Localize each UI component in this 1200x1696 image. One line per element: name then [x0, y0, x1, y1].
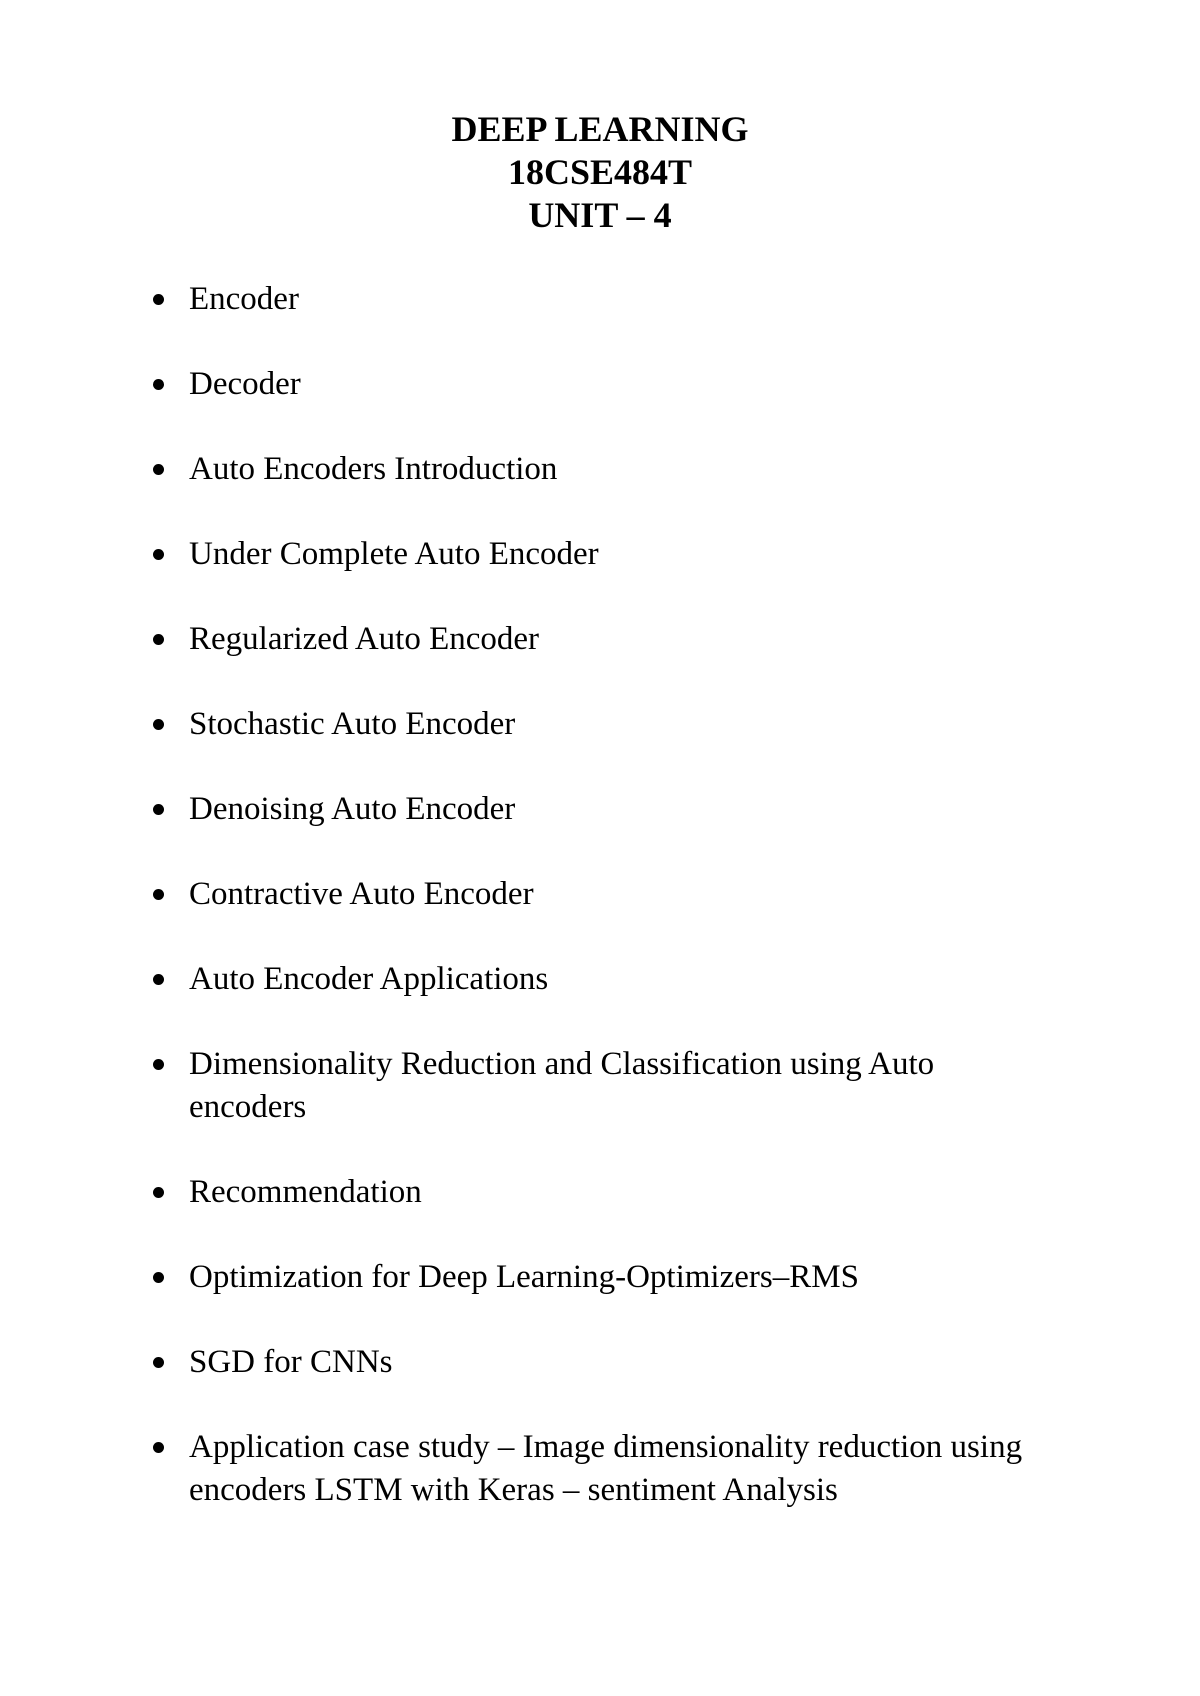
topic-item-stochastic-auto-encoder	[0, 703, 1200, 746]
topic-item-regularized-auto-encoder	[0, 618, 1200, 661]
bullet-icon	[153, 294, 164, 305]
topic-text: SGD for CNNs	[189, 1344, 393, 1380]
topic-text: Regularized Auto Encoder	[189, 621, 540, 657]
bullet-icon	[153, 889, 164, 900]
topic-list	[0, 278, 1200, 1554]
topic-item-denoising-auto-encoder	[0, 788, 1200, 831]
topic-item-decoder	[0, 363, 1200, 406]
document-title: DEEP LEARNING	[451, 109, 749, 149]
bullet-icon	[153, 464, 164, 475]
topic-text: Denoising Auto Encoder	[189, 791, 516, 827]
document-header	[0, 108, 1200, 237]
bullet-icon	[153, 379, 164, 390]
bullet-icon	[153, 1187, 164, 1198]
topic-text: Under Complete Auto Encoder	[189, 536, 599, 572]
topic-text: Auto Encoder Applications	[189, 961, 549, 997]
topic-item-under-complete-auto-encoder	[0, 533, 1200, 576]
topic-item-encoder	[0, 278, 1200, 321]
bullet-icon	[153, 1059, 164, 1070]
topic-item-recommendation	[0, 1171, 1200, 1214]
topic-item-optimization	[0, 1256, 1200, 1299]
topic-item-auto-encoders-introduction	[0, 448, 1200, 491]
bullet-icon	[153, 1272, 164, 1283]
bullet-icon	[153, 804, 164, 815]
topic-item-auto-encoder-applications	[0, 958, 1200, 1001]
unit-label: UNIT – 4	[528, 195, 672, 235]
topic-item-contractive-auto-encoder	[0, 873, 1200, 916]
topic-text: Optimization for Deep Learning-Optimizers–RMS	[189, 1259, 859, 1295]
topic-text: Auto Encoders Introduction	[189, 451, 558, 487]
topic-item-dimensionality-reduction	[0, 1043, 1200, 1129]
topic-text: Application case study – Image dimensionality reduction using encoders LSTM with Keras – sentiment Analysis	[189, 1429, 1023, 1508]
bullet-icon	[153, 549, 164, 560]
bullet-icon	[153, 719, 164, 730]
topic-item-application-case-study	[0, 1426, 1200, 1512]
topic-item-sgd-for-cnns	[0, 1341, 1200, 1384]
topic-text: Recommendation	[189, 1174, 422, 1210]
bullet-icon	[153, 634, 164, 645]
bullet-icon	[153, 1357, 164, 1368]
course-code: 18CSE484T	[507, 152, 693, 192]
topic-text: Encoder	[189, 281, 299, 317]
topic-text: Contractive Auto Encoder	[189, 876, 534, 912]
topic-text: Stochastic Auto Encoder	[189, 706, 516, 742]
topic-text: Decoder	[189, 366, 301, 402]
topic-text: Dimensionality Reduction and Classification using Auto encoders	[189, 1046, 935, 1125]
bullet-icon	[153, 974, 164, 985]
bullet-icon	[153, 1442, 164, 1453]
